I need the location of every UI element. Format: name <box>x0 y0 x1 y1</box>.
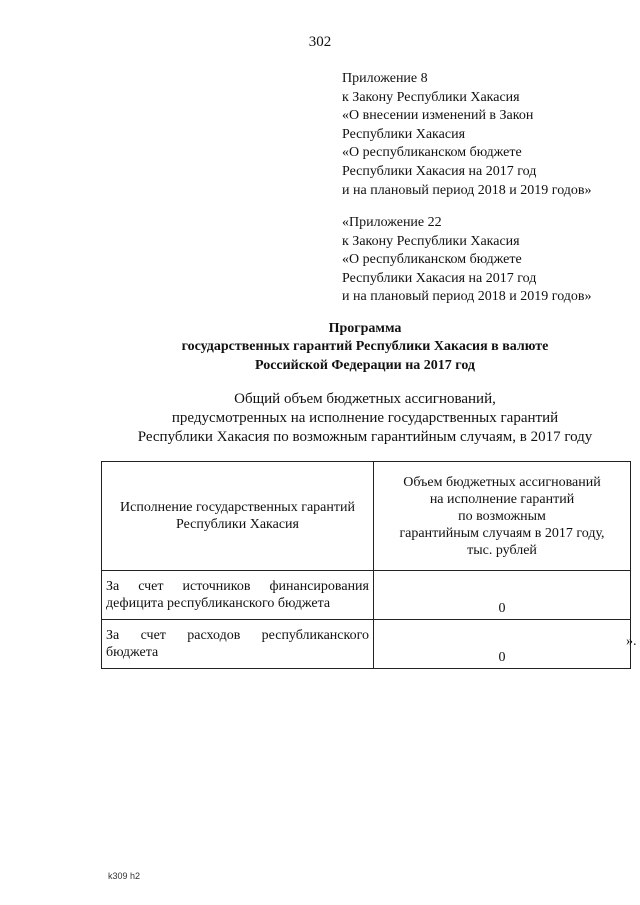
caption-line: Республики Хакасия по возможным гарантийным случаям, в 2017 году <box>137 429 593 445</box>
header-line: Объем бюджетных ассигнований <box>403 474 601 490</box>
appendix-22-line: Республики Хакасия на 2017 год <box>342 270 537 286</box>
footer-code: k309 h2 <box>108 871 141 881</box>
appendix-8-heading <box>342 70 592 200</box>
table-row <box>102 571 631 620</box>
guarantees-table <box>101 461 631 669</box>
row-label <box>102 571 374 620</box>
closing-quote: ». <box>626 634 637 649</box>
appendix-8-line: Республики Хакасия <box>342 126 466 142</box>
caption-line: Общий объем бюджетных ассигнований, <box>234 391 496 407</box>
appendix-8-line: «О внесении изменений в Закон <box>342 108 534 124</box>
appendix-22-heading <box>342 214 592 307</box>
header-line: на исполнение гарантий <box>429 491 575 507</box>
row-label-line: За счет источников финансирования <box>106 579 369 594</box>
appendix-8-line: и на плановый период 2018 и 2019 годов» <box>342 182 592 198</box>
header-line: по возможным <box>458 508 546 524</box>
appendix-8-line: к Закону Республики Хакасия <box>342 89 520 105</box>
title-line: Программа <box>328 321 402 336</box>
row-value: 0 <box>374 571 631 620</box>
table-row <box>102 620 631 669</box>
appendix-22-line: и на плановый период 2018 и 2019 годов» <box>342 289 592 305</box>
title-line: государственных гарантий Республики Хакасия в валюте <box>181 339 549 355</box>
header-volume <box>374 462 631 571</box>
row-label <box>102 620 374 669</box>
appendix-8-line: Приложение 8 <box>342 71 428 86</box>
table-header-row <box>102 462 631 571</box>
row-label-line: бюджета <box>106 645 159 660</box>
row-label-line: За счет расходов республиканского <box>106 628 369 643</box>
header-line: гарантийным случаям в 2017 году, <box>399 525 605 541</box>
row-label-line: дефицита республиканского бюджета <box>106 596 331 611</box>
header-line: Республики Хакасия <box>175 517 299 532</box>
appendix-22-line: к Закону Республики Хакасия <box>342 233 520 249</box>
appendix-22-line: «О республиканском бюджете <box>342 252 522 268</box>
appendix-22-line: «Приложение 22 <box>342 215 442 230</box>
program-title <box>100 320 630 375</box>
title-line: Российской Федерации на 2017 год <box>254 357 475 373</box>
appendix-8-line: «О республиканском бюджете <box>342 145 522 161</box>
header-execution <box>102 462 374 571</box>
row-value: 0 <box>374 620 631 669</box>
header-line: тыс. рублей <box>467 542 537 558</box>
table-caption <box>100 390 630 447</box>
caption-line: предусмотренных на исполнение государственных гарантий <box>171 410 559 426</box>
appendix-8-line: Республики Хакасия на 2017 год <box>342 163 537 179</box>
page-number: 302 <box>308 34 332 50</box>
header-line: Исполнение государственных гарантий <box>120 500 355 515</box>
